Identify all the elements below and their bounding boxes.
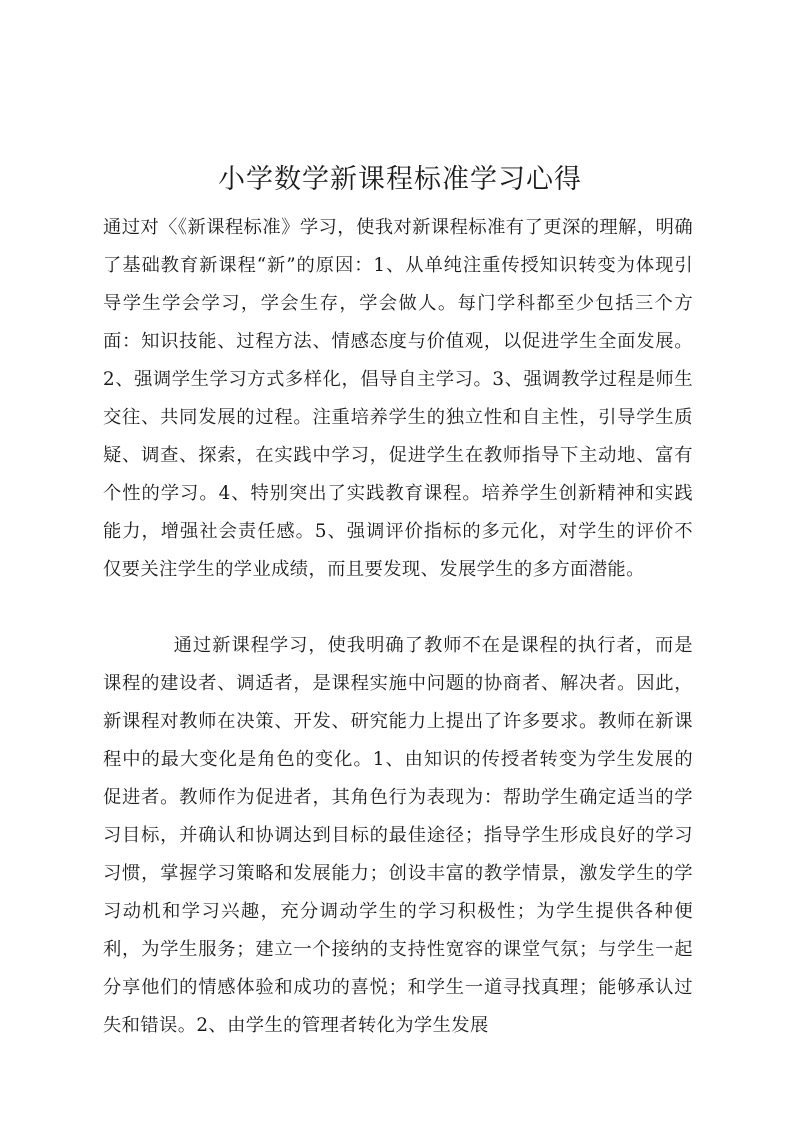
paragraph-2-text: 通过新课程学习，使我明确了教师不在是课程的执行者，而是课程的建设者、调适者，是课程实施中问题的协商者、解决者。因此，新课程对教师在决策、开发、研究能力上提出了许多要求。教师在新课程中的最大变化是角色的变化。1、由知识的传授者转变为学生发展的促进者。教师作为促进者，其角色行为表现为：帮助学生确定适当的学习目标，并确认和协调达到目标的最佳途径；指导学生形成良好的学习习惯，掌握学习策略和发展能力；创设丰富的教学情景，激发学生的学习动机和学习兴趣，充分调动学生的学习积极性；为学生提供各种便利，为学生服务；建立一个接纳的支持性宽容的课堂气氛；与学生一起分享他们的情感体验和成功的喜悦；和学生一道寻找真理；能够承认过失和错误。2、由学生的管理者转化为学生发展 [103, 635, 693, 1036]
paragraph-2 [103, 627, 693, 1045]
page-title: 小学数学新课程标准学习心得 [218, 164, 582, 195]
paragraph-1: 通过对〈《新课程标准》学习，使我对新课程标准有了更深的理解，明确了基础教育新课程“新”的原因：1、从单纯注重传授知识转变为体现引导学生学会学习，学会生存，学会做人。每门学科都至少包括三个方面：知识技能、过程方法、情感态度与价值观，以促进学生全面发展。2、强调学生学习方式多样化，倡导自主学习。3、强调教学过程是师生交往、共同发展的过程。注重培养学生的独立性和自主性，引导学生质疑、调查、探索，在实践中学习，促进学生在教师指导下主动地、富有个性的学习。4、特别突出了实践教育课程。培养学生创新精神和实践能力，增强社会责任感。5、强调评价指标的多元化，对学生的评价不仅要关注学生的学业成绩，而且要发现、发展学生的多方面潜能。 [103, 217, 693, 580]
